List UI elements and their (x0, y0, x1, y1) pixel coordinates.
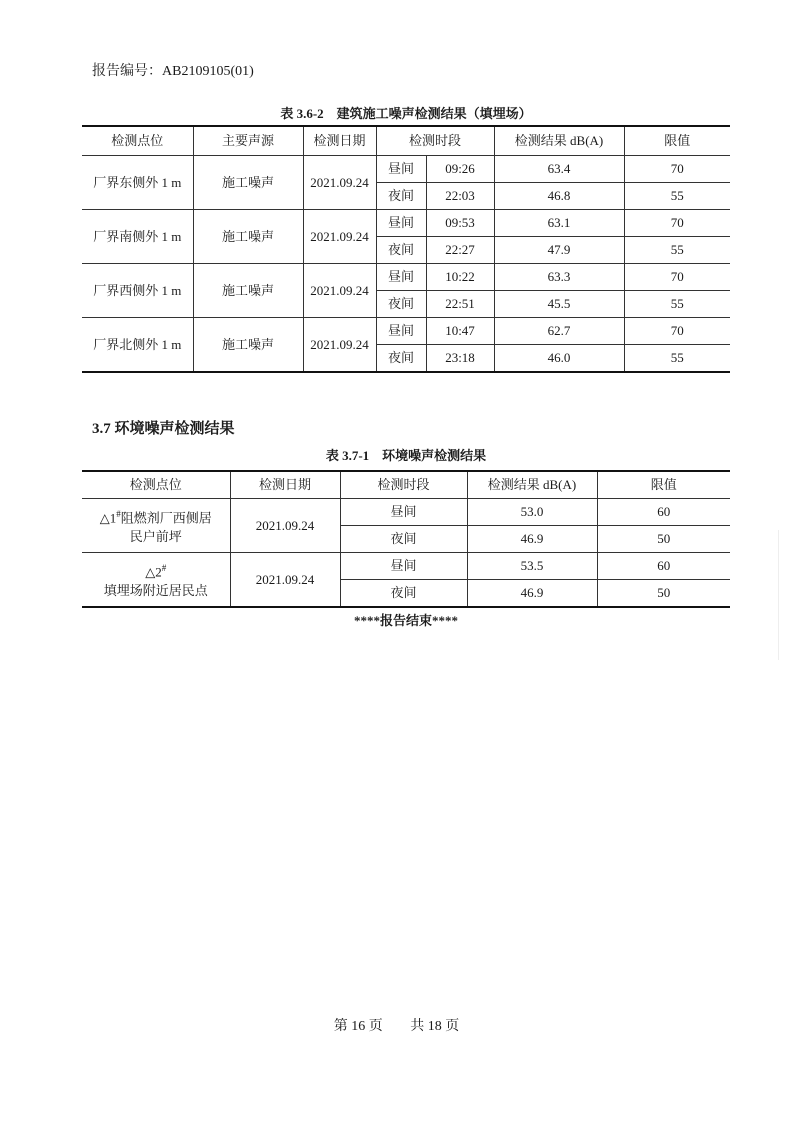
table-row (82, 553, 730, 580)
cell-result: 53.0 (467, 499, 597, 526)
header-limit: 限值 (597, 471, 730, 499)
table-caption-construction-noise: 表 3.6-2 建筑施工噪声检测结果（填埋场） (280, 106, 532, 121)
cell-period: 昼间 (376, 318, 426, 345)
header-limit: 限值 (624, 126, 730, 156)
cell-period: 夜间 (340, 580, 467, 608)
header-source: 主要声源 (193, 126, 303, 156)
cell-period: 夜间 (340, 526, 467, 553)
cell-date: 2021.09.24 (303, 156, 376, 210)
table-header-row (82, 126, 730, 156)
page-footer (0, 1015, 793, 1035)
cell-result: 63.4 (494, 156, 624, 183)
cell-time: 22:27 (426, 237, 494, 264)
cell-limit: 55 (624, 183, 730, 210)
table-header-row (82, 471, 730, 499)
cell-result: 62.7 (494, 318, 624, 345)
page-total: 共 18 页 (410, 1019, 460, 1034)
header-result: 检测结果 dB(A) (494, 126, 624, 156)
cell-limit: 55 (624, 291, 730, 318)
cell-limit: 55 (624, 237, 730, 264)
cell-source: 施工噪声 (193, 264, 303, 318)
report-end-mark: ****报告结束**** (353, 613, 458, 628)
cell-date: 2021.09.24 (303, 264, 376, 318)
table-row (82, 318, 730, 345)
cell-limit: 70 (624, 156, 730, 183)
cell-limit: 55 (624, 345, 730, 373)
cell-source: 施工噪声 (193, 318, 303, 373)
point-name: 阻燃剂厂西侧居 (120, 510, 212, 526)
table-row (82, 156, 730, 183)
table-row (82, 499, 730, 526)
scan-edge-artifact (778, 530, 793, 660)
cell-period: 夜间 (376, 291, 426, 318)
section-title: 3.7 环境噪声检测结果 (92, 421, 235, 437)
cell-result: 46.0 (494, 345, 624, 373)
cell-point: 厂界北侧外 1 m (82, 318, 193, 373)
cell-limit: 60 (597, 553, 730, 580)
cell-time: 22:03 (426, 183, 494, 210)
cell-limit: 70 (624, 318, 730, 345)
cell-period: 昼间 (376, 210, 426, 237)
cell-time: 09:53 (426, 210, 494, 237)
cell-period: 夜间 (376, 183, 426, 210)
cell-point: 厂界南侧外 1 m (82, 210, 193, 264)
cell-source: 施工噪声 (193, 156, 303, 210)
page-number: 第 16 页 (333, 1019, 383, 1034)
point-prefix: △1 (99, 510, 117, 526)
point-prefix: △2 (145, 564, 162, 580)
cell-date: 2021.09.24 (230, 553, 340, 608)
header-result: 检测结果 dB(A) (467, 471, 597, 499)
cell-source: 施工噪声 (193, 210, 303, 264)
cell-limit: 50 (597, 580, 730, 608)
cell-time: 23:18 (426, 345, 494, 373)
cell-period: 昼间 (376, 156, 426, 183)
cell-period: 昼间 (376, 264, 426, 291)
cell-point (82, 553, 230, 608)
cell-result: 63.1 (494, 210, 624, 237)
cell-date: 2021.09.24 (303, 210, 376, 264)
cell-limit: 70 (624, 264, 730, 291)
cell-limit: 70 (624, 210, 730, 237)
cell-limit: 50 (597, 526, 730, 553)
cell-result: 53.5 (467, 553, 597, 580)
cell-date: 2021.09.24 (303, 318, 376, 373)
cell-result: 46.9 (467, 580, 597, 608)
cell-limit: 60 (597, 499, 730, 526)
cell-time: 09:26 (426, 156, 494, 183)
cell-period: 夜间 (376, 345, 426, 373)
report-number: 报告编号：AB2109105(01) (92, 64, 254, 79)
point-superscript: # (161, 563, 167, 574)
table-row (82, 264, 730, 291)
cell-result: 47.9 (494, 237, 624, 264)
cell-point (82, 499, 230, 553)
table-caption-ambient-noise: 表 3.7-1 环境噪声检测结果 (325, 448, 487, 463)
cell-result: 46.9 (467, 526, 597, 553)
cell-result: 46.8 (494, 183, 624, 210)
header-date: 检测日期 (303, 126, 376, 156)
cell-period: 昼间 (340, 553, 467, 580)
construction-noise-table (82, 125, 730, 373)
header-period: 检测时段 (376, 126, 494, 156)
point-name-line2: 民户前坪 (129, 528, 182, 544)
cell-time: 10:47 (426, 318, 494, 345)
header-date: 检测日期 (230, 471, 340, 499)
cell-time: 22:51 (426, 291, 494, 318)
point-superscript: # (116, 509, 121, 520)
table-row (82, 210, 730, 237)
cell-period: 夜间 (376, 237, 426, 264)
cell-time: 10:22 (426, 264, 494, 291)
cell-result: 45.5 (494, 291, 624, 318)
point-name-line2: 填埋场附近居民点 (103, 582, 208, 598)
cell-point: 厂界东侧外 1 m (82, 156, 193, 210)
cell-date: 2021.09.24 (230, 499, 340, 553)
ambient-noise-table (82, 470, 730, 608)
header-period: 检测时段 (340, 471, 467, 499)
header-point: 检测点位 (82, 126, 193, 156)
cell-result: 63.3 (494, 264, 624, 291)
cell-period: 昼间 (340, 499, 467, 526)
cell-point: 厂界西侧外 1 m (82, 264, 193, 318)
header-point: 检测点位 (82, 471, 230, 499)
